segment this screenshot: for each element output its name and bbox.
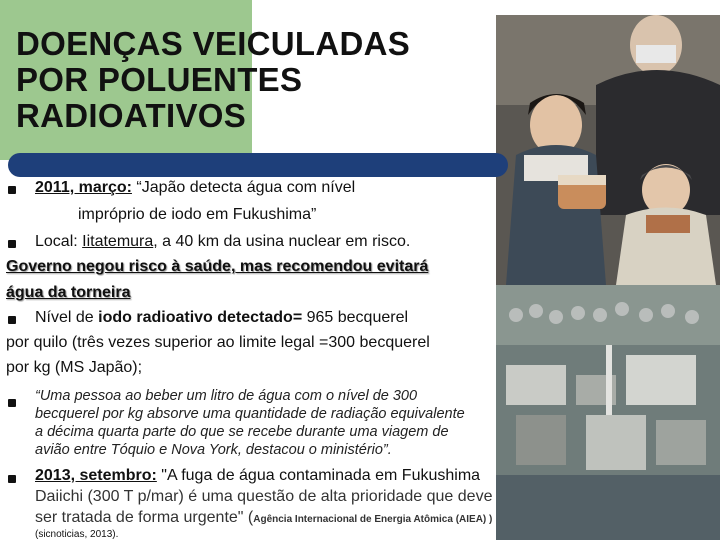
bullet-2013-line3 (35, 509, 492, 527)
bullet-iodine-line2: por quilo (três vezes superior ao limite legal =300 becquerel (6, 334, 430, 351)
bullet-marker (8, 475, 16, 483)
bullet-2011-text: “Japão detecta água com nível (131, 179, 356, 196)
bullet-local (35, 233, 410, 251)
bullet-2011-date: 2011, março: (35, 179, 132, 196)
bullet-2013-line3-text: ser tratada de forma urgente" ( (35, 509, 254, 526)
bullet-2013 (35, 467, 480, 485)
bullet-2013-date: 2013, setembro: (35, 467, 157, 484)
plant-photo-drawing (496, 285, 720, 540)
quote-line3: a décima quarta parte do que se recebe durante uma viagem de (35, 424, 449, 440)
title-line-2: POR POLUENTES (16, 61, 303, 98)
bullet-marker (8, 240, 16, 248)
fukushima-plant-photo (496, 285, 720, 540)
bullet-local-label: Local: (35, 233, 83, 250)
bullet-marker (8, 186, 16, 194)
bullet-local-place: Iitatemura (82, 233, 154, 250)
children-photo-drawing (496, 15, 720, 285)
title-line-3: RADIOATIVOS (16, 97, 247, 134)
bullet-iodine-a: Nível de (35, 309, 99, 326)
government-note-line1: Governo negou risco à saúde, mas recomendou evitará (6, 258, 429, 275)
slide-title (16, 26, 410, 134)
children-photo (496, 15, 720, 285)
bullet-2013-line2: Daiichi (300 T p/mar) é uma questão de alta prioridade que deve (35, 488, 493, 505)
quote-line4: avião entre Tóquio e Nova York, destacou o ministério”. (35, 442, 392, 458)
bullet-local-rest: , a 40 km da usina nuclear em risco. (153, 233, 411, 250)
bullet-2013-text: "A fuga de água contaminada em Fukushima (156, 467, 481, 484)
title-divider-bar (8, 153, 508, 177)
bullet-iodine-c: 965 becquerel (302, 309, 409, 326)
bullet-2013-agency: Agência Internacional de Energia Atômica (AIEA) ) (253, 514, 493, 525)
bullet-2011 (35, 179, 355, 197)
title-line-1: DOENÇAS VEICULADAS (16, 25, 411, 62)
bullet-iodine-b: iodo radioativo detectado= (98, 309, 303, 326)
source-citation: (sicnoticias, 2013). (35, 529, 119, 540)
bullet-2011-text-cont: impróprio de iodo em Fukushima” (78, 206, 317, 223)
bullet-iodine (35, 309, 408, 327)
bullet-marker (8, 316, 16, 324)
bullet-iodine-line3: por kg (MS Japão); (6, 359, 143, 376)
bullet-marker (8, 399, 16, 407)
quote-line2: becquerel por kg absorve uma quantidade de radiação equivalente (35, 406, 465, 422)
quote-line1: “Uma pessoa ao beber um litro de água com o nível de 300 (35, 388, 418, 404)
government-note-line2: água da torneira (6, 284, 131, 301)
